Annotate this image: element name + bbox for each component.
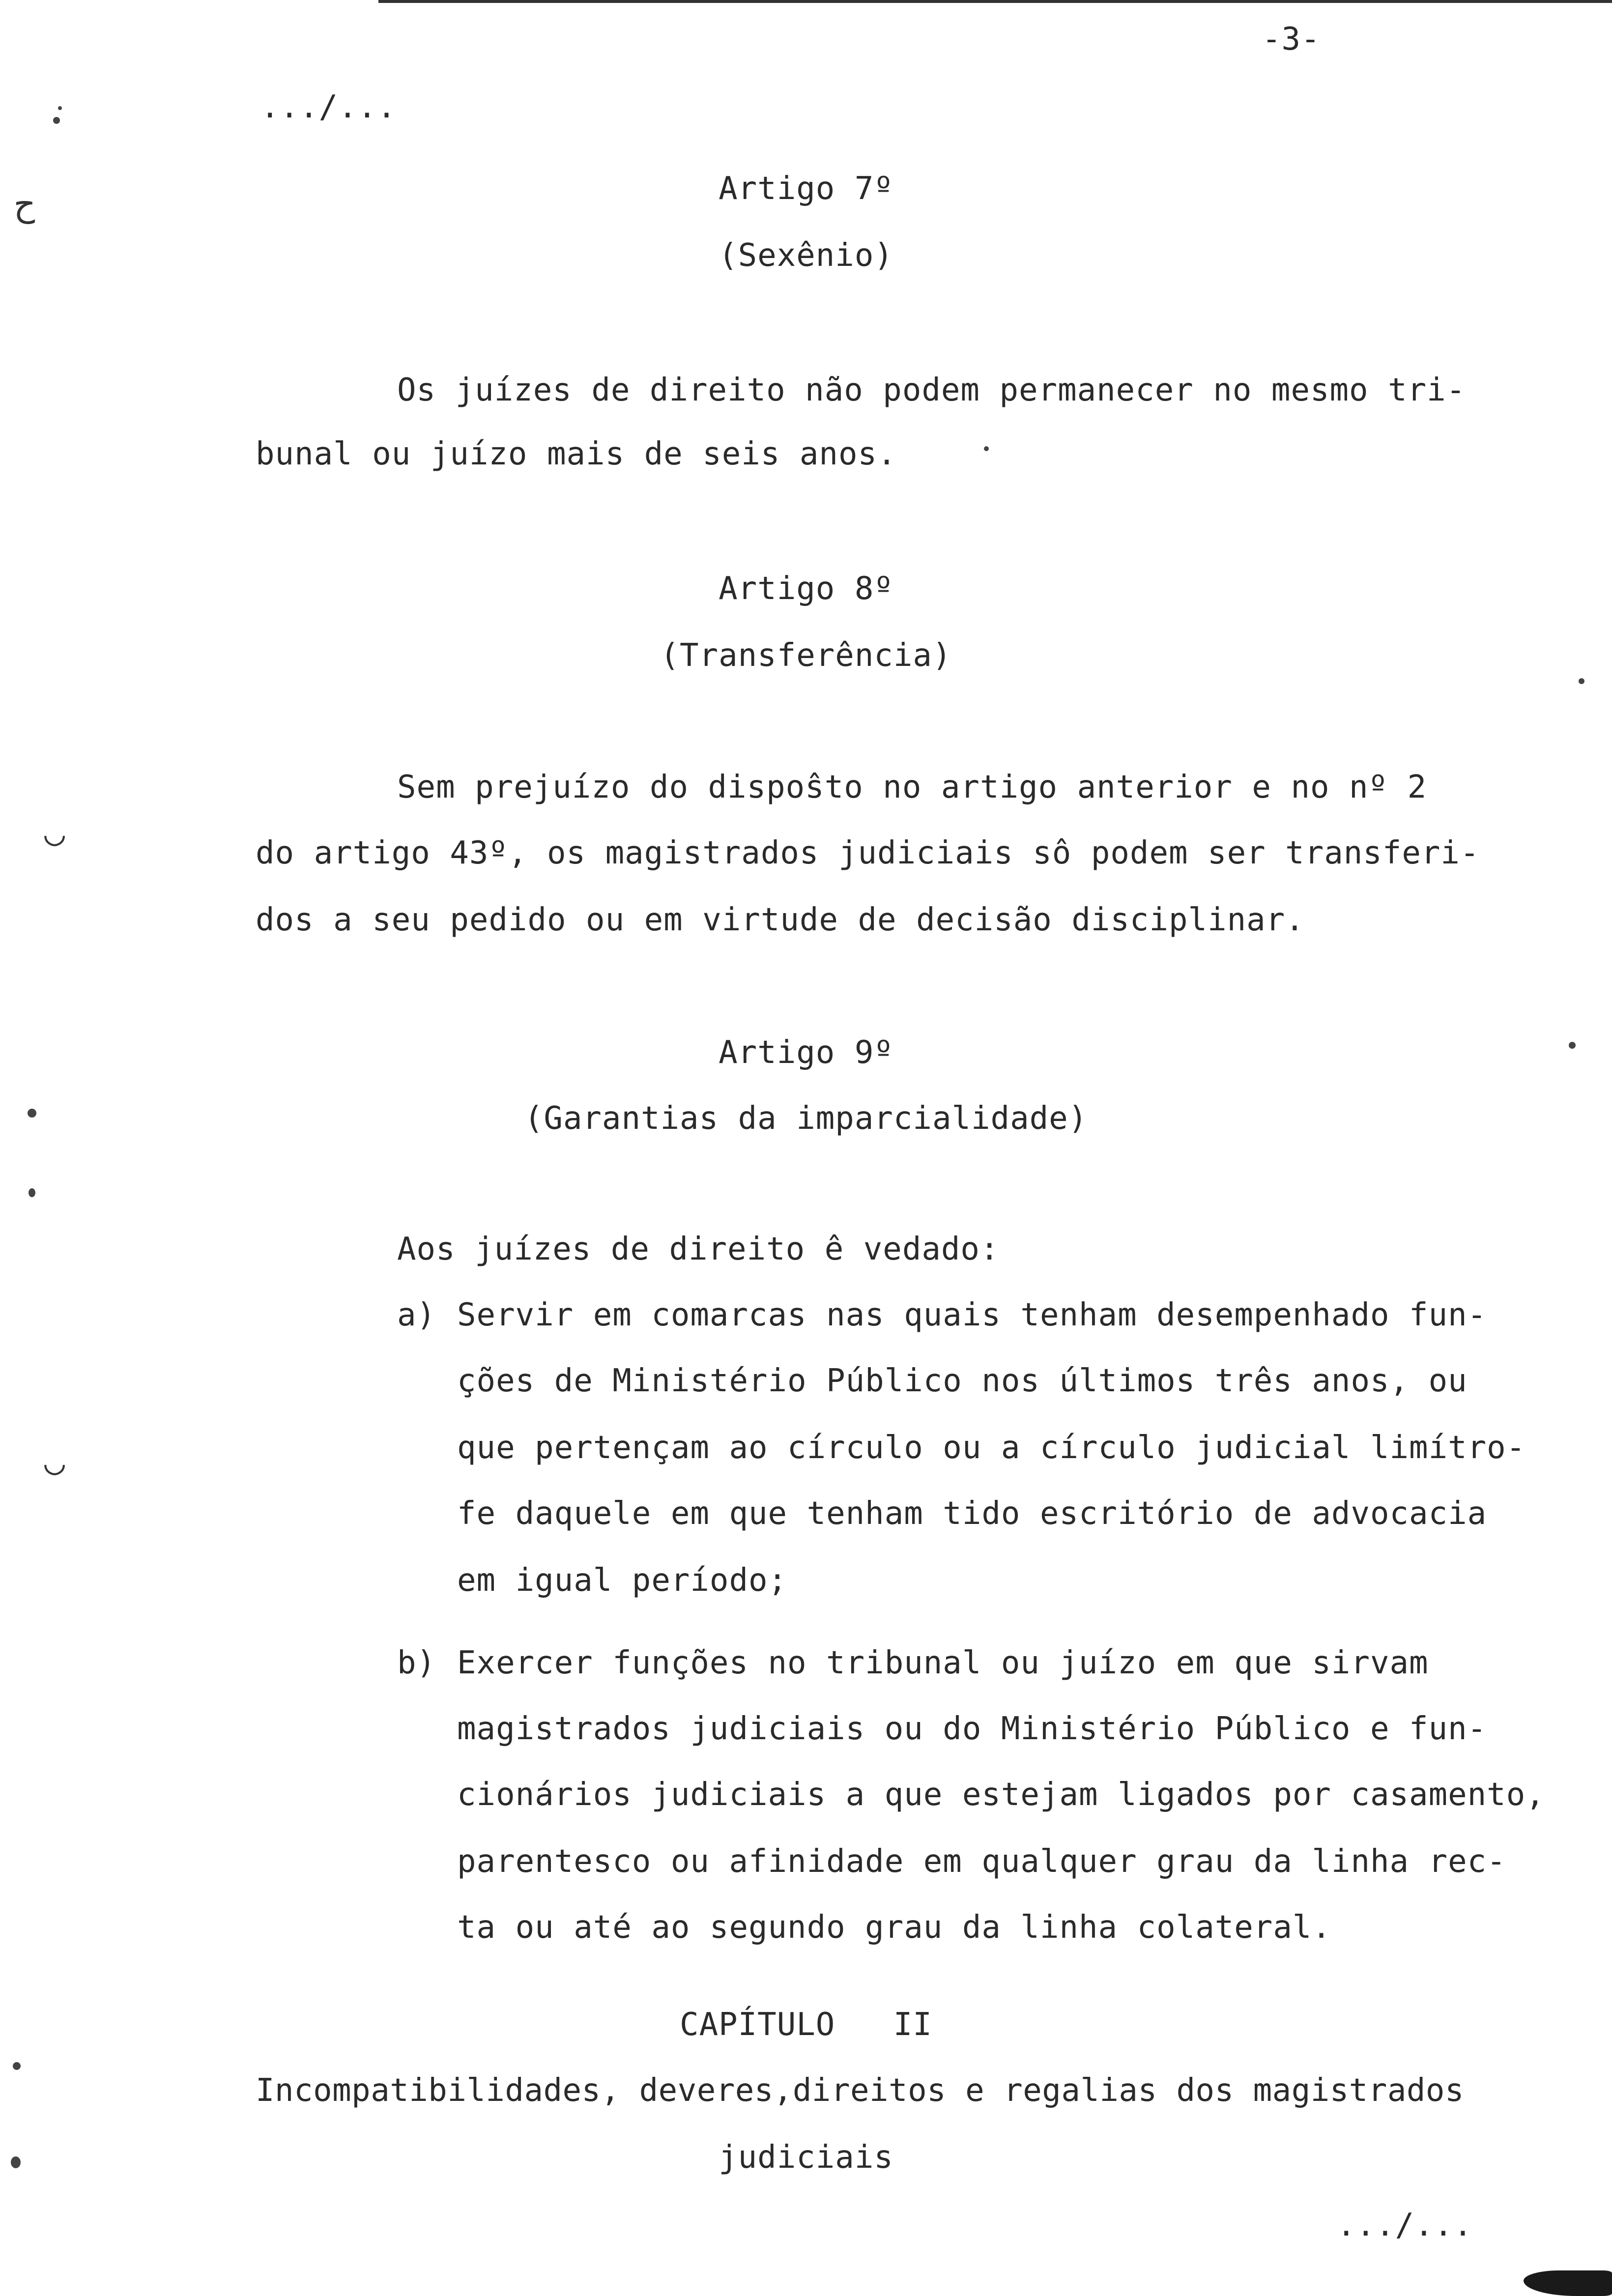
- item-a-line-1: Servir em comarcas nas quais tenham desempenhado fun-: [457, 1297, 1487, 1333]
- scan-speck: [29, 1188, 35, 1197]
- continuation-mark-top: .../...: [260, 89, 397, 125]
- chapter-heading: CAPÍTULO II: [680, 2007, 932, 2043]
- margin-bracket-mark: ◡: [44, 813, 65, 853]
- item-a-line-3: que pertençam ao círculo ou a círculo judicial limítro-: [457, 1430, 1526, 1466]
- margin-mark: ح: [15, 184, 36, 224]
- item-b-line-1: Exercer funções no tribunal ou juízo em que sirvam: [457, 1645, 1429, 1681]
- scan-speck: [984, 446, 989, 451]
- margin-bracket-mark: ◡: [44, 1442, 65, 1482]
- item-b-marker: b): [397, 1645, 436, 1681]
- article-7-subtitle: (Sexênio): [719, 237, 893, 274]
- chapter-title-line-2: judiciais: [719, 2139, 893, 2176]
- article-8-line-3: dos a seu pedido ou em virtude de decisão disciplinar.: [256, 902, 1305, 938]
- article-7-line-1: Os juízes de direito não podem permanecer no mesmo tri-: [397, 372, 1466, 408]
- article-8-line-2: do artigo 43º, os magistrados judiciais sô podem ser transferi-: [256, 835, 1480, 871]
- page-number: -3-: [1262, 21, 1321, 57]
- scan-speck: [58, 106, 62, 110]
- article-9-heading: Artigo 9º: [719, 1034, 893, 1071]
- top-rule: [378, 0, 1612, 3]
- item-a-line-5: em igual período;: [457, 1562, 788, 1599]
- continuation-mark-bottom: .../...: [1337, 2207, 1473, 2243]
- item-b-line-5: ta ou até ao segundo grau da linha colateral.: [457, 1909, 1331, 1946]
- article-9-subtitle: (Garantias da imparcialidade): [524, 1100, 1088, 1137]
- scan-speck: [13, 2062, 21, 2070]
- item-a-marker: a): [397, 1297, 436, 1333]
- article-8-heading: Artigo 8º: [719, 571, 893, 607]
- scan-speck: [53, 117, 60, 124]
- scan-speck: [1579, 678, 1584, 684]
- item-b-line-3: cionários judiciais a que estejam ligados por casamento,: [457, 1777, 1545, 1813]
- scan-speck: [11, 2156, 21, 2168]
- article-7-heading: Artigo 7º: [719, 171, 893, 207]
- scan-smudge: [1524, 2270, 1612, 2296]
- item-b-line-2: magistrados judiciais ou do Ministério Público e fun-: [457, 1711, 1487, 1747]
- scan-speck: [1569, 1042, 1576, 1049]
- item-a-line-2: ções de Ministério Público nos últimos três anos, ou: [457, 1363, 1468, 1399]
- article-8-line-1: Sem prejuízo do dispoŝto no artigo anterior e no nº 2: [397, 769, 1427, 805]
- article-8-subtitle: (Transferência): [660, 637, 952, 674]
- article-9-intro: Aos juízes de direito ê vedado:: [397, 1231, 1000, 1267]
- article-7-line-2: bunal ou juízo mais de seis anos.: [256, 436, 897, 472]
- scan-speck: [28, 1109, 36, 1118]
- item-a-line-4: fe daquele em que tenham tido escritório de advocacia: [457, 1495, 1487, 1532]
- chapter-title-line-1: Incompatibilidades, deveres,direitos e regalias dos magistrados: [256, 2072, 1464, 2109]
- item-b-line-4: parentesco ou afinidade em qualquer grau da linha rec-: [457, 1843, 1506, 1880]
